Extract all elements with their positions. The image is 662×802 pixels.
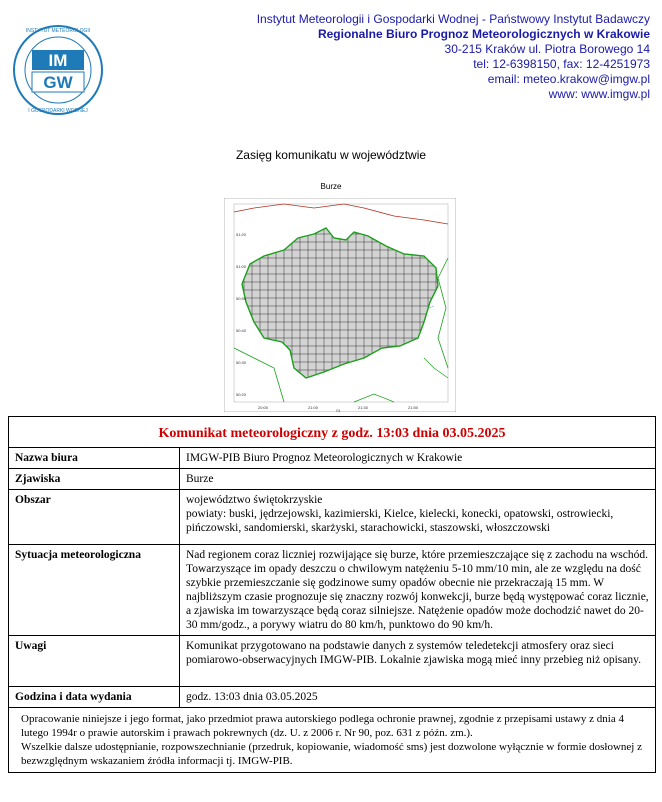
y-tick: 50:20 [236, 392, 247, 397]
row-label-office: Nazwa biura [9, 448, 180, 469]
copyright-text: Opracowanie niniejsze i jego format, jako przedmiot prawa autorskiego podlega ochronie prawnej, zgodnie z przepisami ustawy z dnia 4 lutego 1994r o prawie autorskim i prawach pokrewnych (dz. U. z 2006 r. Nr 90, poz. 631 z późn. zm.). [21, 713, 624, 739]
logo-text-top: IM [48, 51, 68, 70]
x-axis-label: G1 [336, 409, 341, 412]
row-label-phenomena: Zjawiska [9, 469, 180, 490]
area-counties: powiaty: buski, jędrzejowski, kazimierski, Kielce, kielecki, konecki, opatowski, ostrowiecki, pińczowski, sandomierski, skarżyski, starachowicki, staszowski, włoszczowski [186, 508, 614, 534]
row-label-area: Obszar [9, 490, 180, 545]
table-row [9, 490, 656, 545]
table-row [9, 448, 656, 469]
bulletin-title: Komunikat meteorologiczny z godz. 13:03 dnia 03.05.2025 [9, 417, 656, 448]
row-value-office: IMGW-PIB Biuro Prognoz Meteorologicznych w Krakowie [180, 448, 656, 469]
y-tick: 51:00 [236, 264, 247, 269]
x-tick: 21:50 [408, 405, 419, 410]
row-label-remarks: Uwagi [9, 636, 180, 687]
row-value-remarks: Komunikat przygotowano na podstawie danych z systemów teledetekcji atmosfery oraz sieci pomiarowo-obserwacyjnych IMGW-PIB. Lokalnie zjawiska mogą mieć inny przebieg niż opisany. [180, 636, 656, 687]
row-value-issued: godz. 13:03 dnia 03.05.2025 [180, 687, 656, 708]
imgw-logo [12, 24, 104, 116]
y-tick: 50:50 [236, 296, 247, 301]
region-map [224, 198, 456, 412]
svg-text:I GOSPODARKI WODNEJ: I GOSPODARKI WODNEJ [28, 108, 88, 114]
y-tick: 51:20 [236, 232, 247, 237]
redistribution-text: Wszelkie dalsze udostępnianie, rozpowszechnianie (przedruk, kopiowanie, wiadomość sms) jest dozwolone wyłącznie w formie dosłownej z bezwzględnym wskazaniem źródła informacji tj. IMGW-PIB. [21, 741, 642, 767]
x-tick: 21:00 [308, 405, 319, 410]
row-label-issued: Godzina i data wydania [9, 687, 180, 708]
institute-name: Instytut Meteorologii i Gospodarki Wodnej - Państwowy Instytut Badawczy [256, 12, 650, 26]
row-value-area [180, 490, 656, 545]
svg-text:INSTYTUT METEOROLOGII: INSTYTUT METEOROLOGII [25, 28, 91, 34]
map-subtitle: Burze [320, 182, 342, 191]
row-label-situation: Sytuacja meteorologiczna [9, 545, 180, 636]
bulletin-table [8, 416, 656, 773]
map-title: Zasięg komunikatu w województwie [235, 148, 427, 162]
office-address: 30-215 Kraków ul. Piotra Borowego 14 [444, 42, 650, 56]
x-tick: 20:00 [258, 405, 269, 410]
y-tick: 50:30 [236, 360, 247, 365]
office-phone: tel: 12-6398150, fax: 12-4251973 [473, 57, 650, 71]
area-voivodeship: województwo świętokrzyskie [186, 494, 323, 506]
y-tick: 50:40 [236, 328, 247, 333]
table-row [9, 545, 656, 636]
table-row [9, 636, 656, 687]
office-website[interactable]: www: www.imgw.pl [548, 87, 650, 101]
row-value-situation: Nad regionem coraz liczniej rozwijające się burze, które przemieszczające się z zachodu na wschód. Towarzyszące im opady deszczu o chwilowym natężeniu 5-10 mm/10 min, ale ze względu na dość szybkie przemieszczanie się godzinowe sumy opadów obecnie nie przekraczają 15 mm. W najbliższym czasie prognozuje się znaczny rozwój konwekcji, burze będą występować coraz licznie, a zjawiska im towarzyszące będą coraz silniejsze. Natężenie opadów może dochodzić nawet do 20-30 mm/godz., a porywy wiatru do 80 km/h, punktowo do 90 km/h. [180, 545, 656, 636]
table-row [9, 469, 656, 490]
logo-text-bottom: GW [43, 73, 73, 92]
office-name: Regionalne Biuro Prognoz Meteorologicznych w Krakowie [317, 27, 650, 41]
row-value-phenomena: Burze [180, 469, 656, 490]
x-tick: 21:30 [358, 405, 369, 410]
institute-header [257, 12, 650, 102]
table-row [9, 687, 656, 708]
office-email[interactable]: email: meteo.krakow@imgw.pl [487, 72, 650, 86]
copyright-notice [9, 708, 656, 773]
